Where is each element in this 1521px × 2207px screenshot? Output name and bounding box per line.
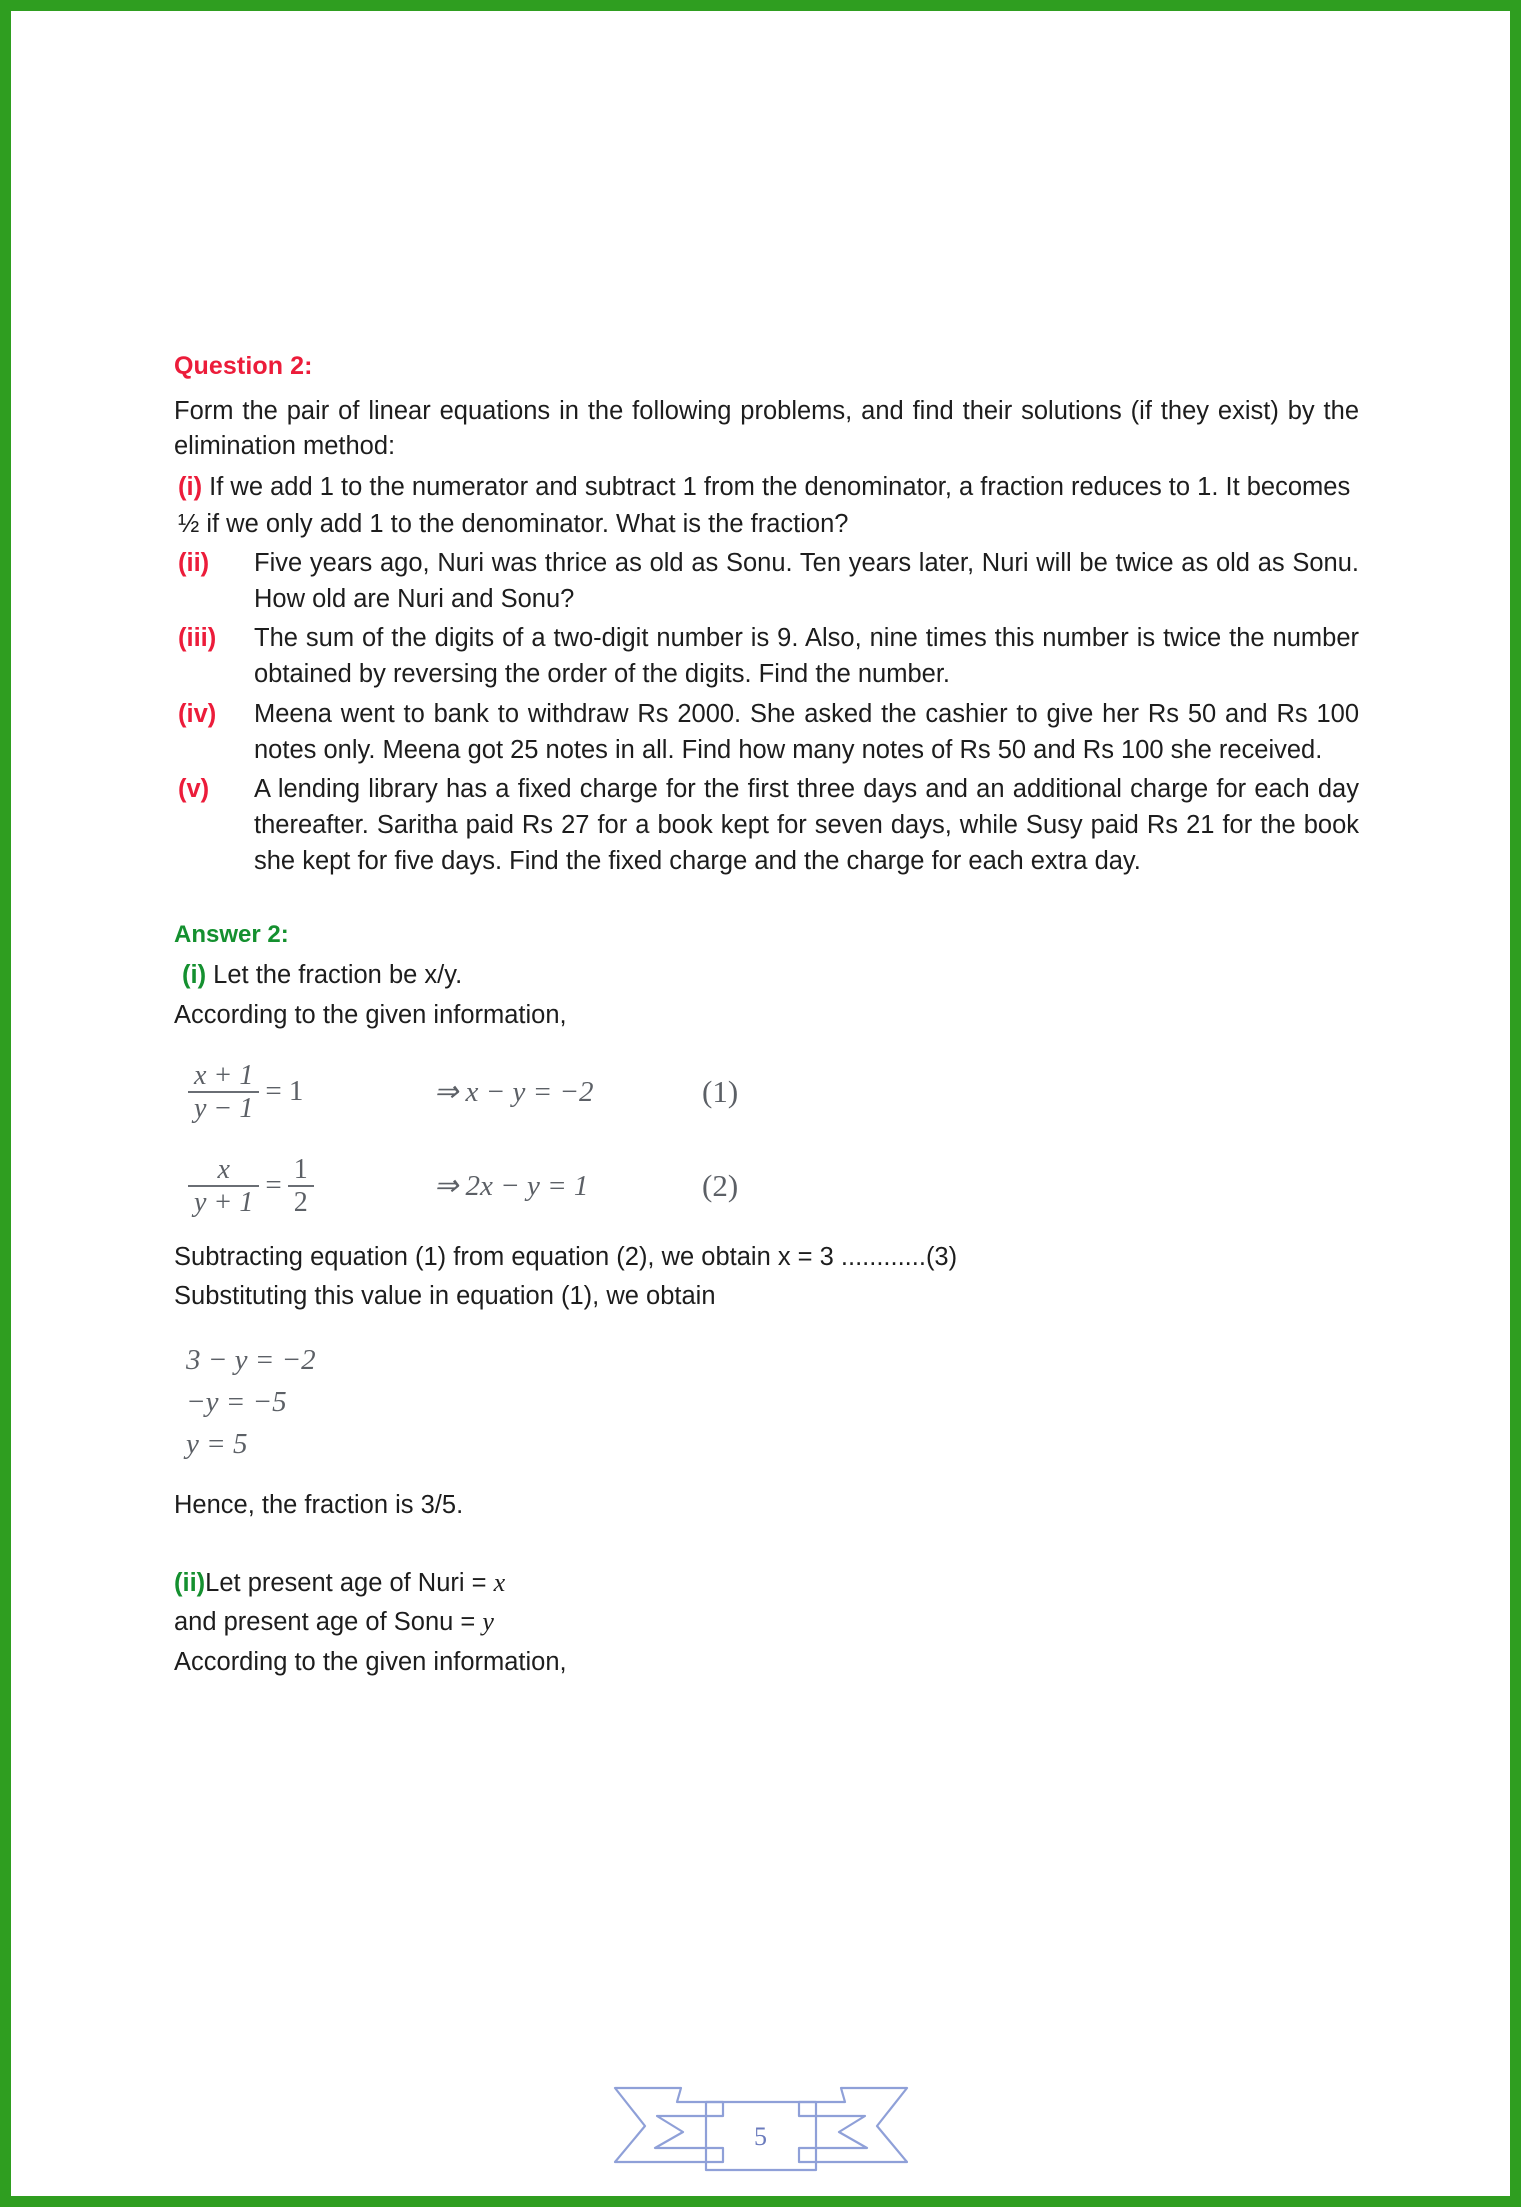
- equation-1-equals: = 1: [265, 1075, 304, 1108]
- question-item-i-text: If we add 1 to the numerator and subtract 1 from the denominator, a fraction reduces to 1. It becomes ½ if we only add 1 to the denominator. What is the fraction?: [178, 473, 1351, 538]
- question-item-v-text: A lending library has a fixed charge for the first three days and an additional charge for each day thereafter. Saritha paid Rs 27 for a book kept for seven days, while Susy paid Rs 21 for the book she kept for five days. Find the fixed charge and the charge for each extra day.: [254, 774, 1359, 876]
- part-ii-spacer: [174, 1527, 1359, 1565]
- fraction-one-half: [288, 1155, 314, 1217]
- conclusion-spacer: [174, 1465, 1359, 1487]
- question-item-v: [174, 771, 1359, 880]
- question-item-iii-marker: (iii): [178, 624, 217, 653]
- steps-spacer: [174, 1317, 1359, 1339]
- question-item-iv-marker: (iv): [178, 699, 217, 728]
- question-item-v-marker: (v): [178, 774, 210, 803]
- question-intro: Form the pair of linear equations in the following problems, and find their solutions (if they exist) by the elimination method:: [174, 397, 1359, 460]
- page-number-ribbon: [611, 2076, 911, 2196]
- question-item-iii-text: The sum of the digits of a two-digit number is 9. Also, nine times this number is twice the number obtained by reversing the order of the digits. Find the number.: [254, 624, 1359, 689]
- answer-given-info-line-2: According to the given information,: [174, 1648, 567, 1677]
- variable-x: x: [493, 1567, 506, 1597]
- question-item-iv-text: Meena went to bank to withdraw Rs 2000. She asked the cashier to give her Rs 50 and Rs 100 notes only. Meena got 25 notes in all. Find how many notes of Rs 50 and Rs 100 she received.: [254, 699, 1359, 764]
- question-item-i-marker: (i): [178, 473, 203, 502]
- answer-item-i-line: [174, 957, 1359, 993]
- equation-1-lhs: [174, 1061, 434, 1123]
- page-number: 5: [754, 2122, 767, 2151]
- fraction-numerator: x + 1: [194, 1059, 254, 1091]
- equation-block: [174, 1045, 1359, 1233]
- answer-item-ii-text: Let present age of Nuri =: [205, 1568, 494, 1597]
- answer-item-ii-marker: (ii): [174, 1568, 206, 1597]
- question-item-ii-text: Five years ago, Nuri was thrice as old as Sonu. Ten years later, Nuri will be twice as old as Sonu. How old are Nuri and Sonu?: [254, 548, 1359, 613]
- question-heading: Question 2:: [174, 352, 313, 380]
- equation-row-2: [174, 1139, 1359, 1233]
- answer-given-info-line-1: According to the given information,: [174, 1000, 567, 1029]
- solution-step-2: −y = −5: [186, 1386, 287, 1419]
- answer-item-ii-sonu-text: and present age of Sonu =: [174, 1608, 483, 1637]
- variable-y: y: [482, 1607, 494, 1637]
- answer-item-i-text: Let the fraction be x/y.: [213, 961, 463, 990]
- page-footer: [11, 2076, 1510, 2196]
- answer-item-ii-line-1: [174, 1565, 1359, 1602]
- section-spacer: [174, 883, 1359, 921]
- solution-step-1: 3 − y = −2: [186, 1344, 316, 1377]
- subtracting-equation-line: Subtracting equation (1) from equation (2), we obtain x = 3 ............(3): [174, 1242, 958, 1271]
- equation-2-lhs: [174, 1155, 434, 1217]
- equation-row-1: [174, 1045, 1359, 1139]
- answer-item-ii-line-2: [174, 1604, 1359, 1641]
- fraction-x-over-y-plus-1: [188, 1155, 259, 1217]
- equation-2-equals: =: [265, 1169, 282, 1202]
- answer-heading: Answer 2:: [174, 920, 289, 948]
- substituting-value-line: Substituting this value in equation (1), we obtain: [174, 1281, 716, 1310]
- page-sheet: [11, 11, 1510, 2196]
- solution-step-3: y = 5: [186, 1428, 248, 1461]
- answer-item-i-marker: (i): [182, 961, 207, 990]
- question-item-ii: [174, 545, 1359, 617]
- fraction-numerator: x: [217, 1153, 230, 1185]
- question-item-iv: [174, 696, 1359, 768]
- question-item-ii-marker: (ii): [178, 548, 210, 577]
- equation-2-implication: ⇒ 2x − y = 1: [434, 1170, 589, 1203]
- equation-1-implication: ⇒ x − y = −2: [434, 1076, 594, 1109]
- fraction-denominator: 2: [293, 1186, 308, 1218]
- fraction-numerator: 1: [293, 1153, 308, 1185]
- page-content: [174, 351, 1359, 1684]
- question-item-iii: [174, 620, 1359, 692]
- fraction-x-plus-1-over-y-minus-1: [188, 1061, 259, 1123]
- equation-1-number: (1): [702, 1073, 739, 1109]
- fraction-denominator: y + 1: [194, 1186, 254, 1218]
- fraction-denominator: y − 1: [194, 1092, 254, 1124]
- answer-i-conclusion: Hence, the fraction is 3/5.: [174, 1491, 464, 1520]
- question-item-i: [174, 469, 1359, 541]
- equation-2-number: (2): [702, 1167, 739, 1203]
